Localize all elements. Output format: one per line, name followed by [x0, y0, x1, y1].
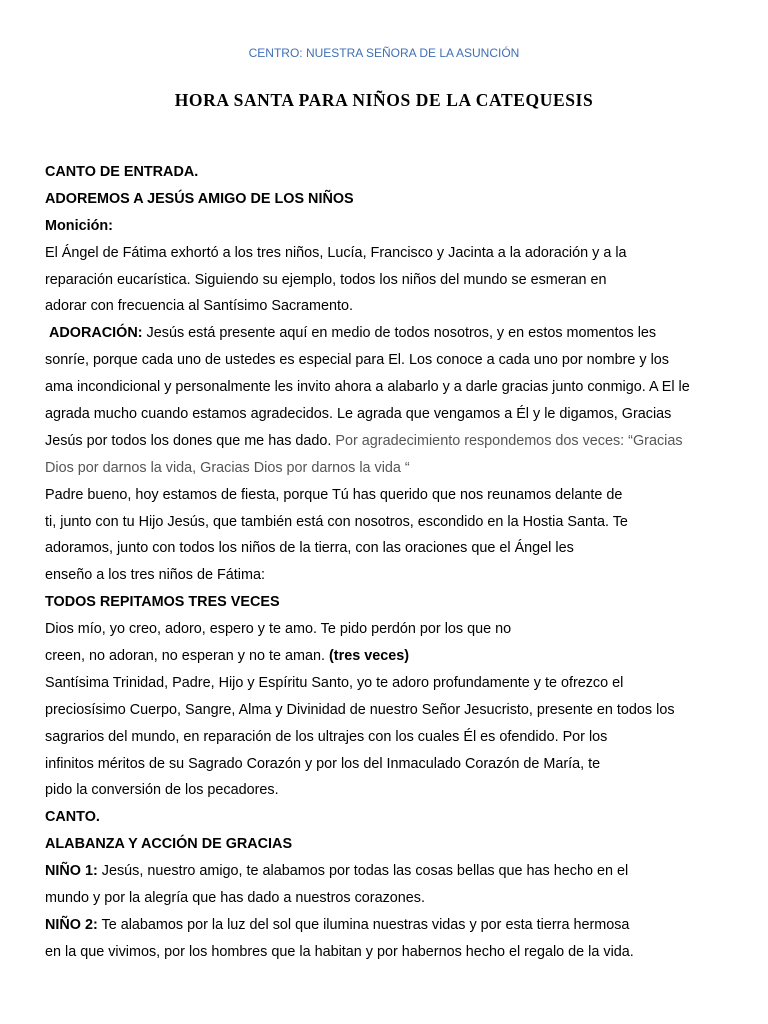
- text-span: creen, no adoran, no esperan y no te aman.: [45, 648, 330, 665]
- nino1-label: NIÑO 1:: [45, 863, 98, 880]
- response-text-line: Dios por darnos la vida, Gracias Dios por darnos la vida “: [45, 459, 410, 476]
- text-span: Jesús por todos los dones que me has dado.: [45, 432, 336, 449]
- text-line: ama incondicional y personalmente les invito ahora a alabarlo y a darle gracias junto conmigo. A El le: [45, 379, 690, 396]
- text-line: [45, 428, 735, 455]
- text-line: infinitos méritos de su Sagrado Corazón y por los del Inmaculado Corazón de María, te: [45, 755, 601, 772]
- text-line: adorar con frecuencia al Santísimo Sacramento.: [45, 298, 353, 315]
- document-header: CENTRO: NUESTRA SEÑORA DE LA ASUNCIÓN: [248, 46, 520, 60]
- text-span: Jesús, nuestro amigo, te alabamos por todas las cosas bellas que has hecho en el: [97, 863, 629, 880]
- text-span: Jesús está presente aquí en medio de todos nosotros, y en estos momentos les: [142, 325, 657, 342]
- nino2-label: NIÑO 2:: [45, 916, 98, 933]
- heading-canto-entrada: CANTO DE ENTRADA.: [45, 164, 199, 180]
- text-line: mundo y por la alegría que has dado a nuestros corazones.: [45, 890, 425, 907]
- text-line: ti, junto con tu Hijo Jesús, que también está con nosotros, escondido en la Hostia Santa. Te: [45, 513, 628, 530]
- text-line: preciosísimo Cuerpo, Sangre, Alma y Divinidad de nuestro Señor Jesucristo, presente en todos los: [45, 701, 675, 718]
- text-line: Dios mío, yo creo, adoro, espero y te amo. Te pido perdón por los que no: [45, 621, 512, 638]
- heading-todos-repitamos: TODOS REPITAMOS TRES VECES: [45, 594, 280, 611]
- text-line: Padre bueno, hoy estamos de fiesta, porque Tú has querido que nos reunamos delante de: [45, 486, 623, 503]
- text-line: sagrarios del mundo, en reparación de los ultrajes con los cuales Él es ofendido. Por los: [45, 728, 608, 745]
- heading-alabanza: ALABANZA Y ACCIÓN DE GRACIAS: [45, 836, 293, 853]
- response-text: Por agradecimiento respondemos dos veces: “Gracias: [335, 432, 683, 449]
- adoracion-label: ADORACIÓN:: [49, 325, 143, 342]
- nino1-line: [45, 858, 735, 885]
- text-line: El Ángel de Fátima exhortó a los tres niños, Lucía, Francisco y Jacinta a la adoración y a la: [45, 244, 627, 261]
- text-line: [45, 643, 735, 670]
- text-line: agrada mucho cuando estamos agradecidos. Le agrada que vengamos a Él y le digamos, Gracias: [45, 406, 672, 423]
- text-line: en la que vivimos, por los hombres que la habitan y por habernos hecho el regalo de la vida.: [45, 943, 634, 960]
- text-line: pido la conversión de los pecadores.: [45, 782, 279, 799]
- text-line: enseño a los tres niños de Fátima:: [45, 567, 265, 584]
- text-line: Santísima Trinidad, Padre, Hijo y Espíritu Santo, yo te adoro profundamente y te ofrezco el: [45, 674, 624, 691]
- heading-canto: CANTO.: [45, 809, 100, 826]
- document-body: [45, 159, 735, 966]
- nino2-line: [45, 912, 735, 939]
- document-title: HORA SANTA PARA NIÑOS DE LA CATEQUESIS: [174, 90, 594, 110]
- text-line: reparación eucarística. Siguiendo su ejemplo, todos los niños del mundo se esmeran en: [45, 271, 607, 288]
- adoracion-line: [45, 320, 735, 347]
- heading-monicion: Monición:: [45, 217, 113, 234]
- text-span: Te alabamos por la luz del sol que ilumina nuestras vidas y por esta tierra hermosa: [97, 916, 630, 933]
- heading-adoremos: ADOREMOS A JESÚS AMIGO DE LOS NIÑOS: [45, 190, 354, 207]
- text-line: sonríe, porque cada uno de ustedes es especial para El. Los conoce a cada uno por nombre y los: [45, 352, 669, 369]
- tres-veces-label: (tres veces): [329, 648, 410, 665]
- text-line: adoramos, junto con todos los niños de la tierra, con las oraciones que el Ángel les: [45, 540, 574, 557]
